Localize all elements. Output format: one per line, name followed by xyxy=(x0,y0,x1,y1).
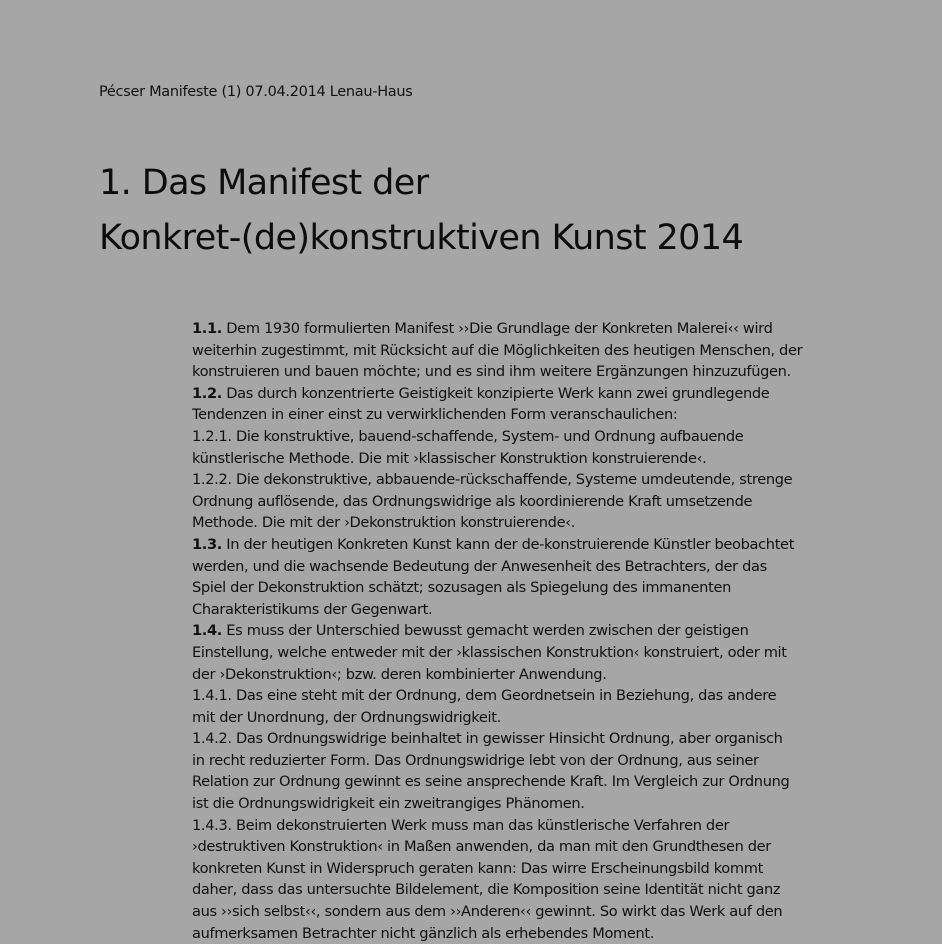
paragraph-1-4-3-line: daher, dass das untersuchte Bildelement, die Komposition seine Identität nicht ganz xyxy=(192,881,781,899)
paragraph-1-1-line: weiterhin zugestimmt, mit Rücksicht auf die Möglichkeiten des heutigen Menschen, der xyxy=(192,341,803,359)
paragraph-1-4-3-line: ›destruktiven Konstruktion‹ in Maßen anwenden, da man mit den Grundthesen der xyxy=(192,838,771,856)
document-header: Pécser Manifeste (1) 07.04.2014 Lenau-Haus xyxy=(99,84,413,100)
paragraph-1-4-2-line: Relation zur Ordnung gewinnt es seine ansprechende Kraft. Im Vergleich zur Ordnung xyxy=(192,773,790,791)
paragraph-1-2-2-line: 1.2.2. Die dekonstruktive, abbauende-rückschaffende, Systeme umdeutende, strenge xyxy=(192,471,793,489)
paragraph-1-4-3-line: aufmerksamen Betrachter nicht gänzlich als erhebendes Moment. xyxy=(192,924,655,942)
paragraph-1-3-line xyxy=(192,534,872,556)
paragraph-1-3-line: Charakteristikums der Gegenwart. xyxy=(192,600,433,618)
paragraph-1-2-line: Tendenzen in einer einst zu verwirklichenden Form veranschaulichen: xyxy=(192,406,678,424)
paragraph-1-4-2-line: ist die Ordnungswidrigkeit ein zweitrangiges Phänomen. xyxy=(192,795,585,813)
paragraph-1-1-line xyxy=(192,318,872,340)
section-number: 1.4. xyxy=(192,622,222,640)
paragraph-1-2-line xyxy=(192,383,872,405)
paragraph-1-4-3-line: aus ››sich selbst‹‹, sondern aus dem ››Anderen‹‹ gewinnt. So wirkt das Werk auf den xyxy=(192,903,783,921)
paragraph-1-2-1-line: künstlerische Methode. Die mit ›klassischer Konstruktion konstruierende‹. xyxy=(192,449,707,467)
paragraph-1-2-2-line: Methode. Die mit der ›Dekonstruktion konstruierende‹. xyxy=(192,514,575,532)
paragraph-1-4-1-line: mit der Unordnung, der Ordnungswidrigkeit. xyxy=(192,708,501,726)
paragraph-1-4-3-line: 1.4.3. Beim dekonstruierten Werk muss man das künstlerische Verfahren der xyxy=(192,816,730,834)
title-line-1: 1. Das Manifest der xyxy=(99,163,429,203)
paragraph-1-4-3-line: konkreten Kunst in Widerspruch geraten kann: Das wirre Erscheinungsbild kommt xyxy=(192,859,763,877)
paragraph-text: Es muss der Unterschied bewusst gemacht werden zwischen der geistigen xyxy=(226,622,749,640)
paragraph-1-2-1-line: 1.2.1. Die konstruktive, bauend-schaffende, System- und Ordnung aufbauende xyxy=(192,427,744,445)
paragraph-1-4-2-line: in recht reduzierter Form. Das Ordnungswidrige lebt von der Ordnung, aus seiner xyxy=(192,751,759,769)
paragraph-1-3-line: werden, und die wachsende Bedeutung der Anwesenheit des Betrachters, der das xyxy=(192,557,767,575)
paragraph-text: Dem 1930 formulierten Manifest ››Die Grundlage der Konkreten Malerei‹‹ wird xyxy=(226,320,773,337)
paragraph-1-4-2-line: 1.4.2. Das Ordnungswidrige beinhaltet in gewisser Hinsicht Ordnung, aber organisch xyxy=(192,730,783,748)
paragraph-1-3-line: Spiel der Dekonstruktion schätzt; sozusagen als Spiegelung des immanenten xyxy=(192,579,731,597)
paragraph-text: Das durch konzentrierte Geistigkeit konzipierte Werk kann zwei grundlegende xyxy=(226,384,770,402)
title-line-2: Konkret-(de)konstruktiven Kunst 2014 xyxy=(99,218,744,258)
paragraph-1-1-line: konstruieren und bauen möchte; und es sind ihm weitere Ergänzungen hinzuzufügen. xyxy=(192,363,791,381)
paragraph-1-4-line xyxy=(192,620,872,642)
paragraph-text: In der heutigen Konkreten Kunst kann der de-konstruierende Künstler beobachtet xyxy=(226,535,795,553)
paragraph-1-2-2-line: Ordnung auflösende, das Ordnungswidrige als koordinierende Kraft umsetzende xyxy=(192,492,753,510)
paragraph-1-4-line: der ›Dekonstruktion‹; bzw. deren kombinierter Anwendung. xyxy=(192,665,607,683)
page-title xyxy=(99,156,743,266)
section-number: 1.1. xyxy=(192,320,222,337)
section-number: 1.3. xyxy=(192,535,222,553)
section-number: 1.2. xyxy=(192,384,222,402)
paragraph-1-4-1-line: 1.4.1. Das eine steht mit der Ordnung, dem Geordnetsein in Beziehung, das andere xyxy=(192,687,777,705)
paragraph-1-4-line: Einstellung, welche entweder mit der ›klassischen Konstruktion‹ konstruiert, oder mit xyxy=(192,643,787,661)
manifesto-body xyxy=(192,318,872,944)
